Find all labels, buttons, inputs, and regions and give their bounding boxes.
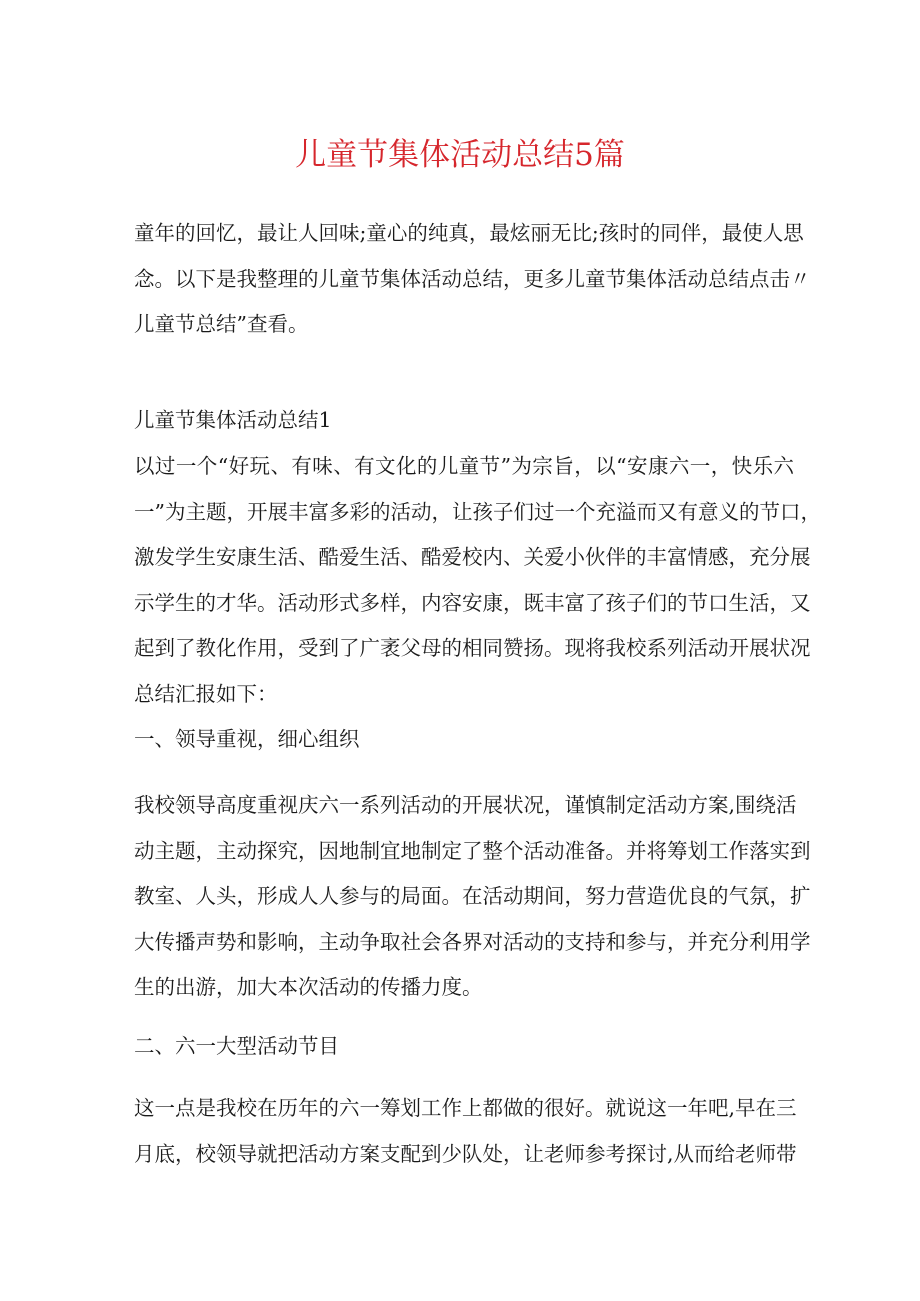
- paragraph-line: 教室、人头，形成人人参与的局面。在活动期间，努力营造优良的气氛，扩: [134, 884, 811, 908]
- section-title: 儿童节集体活动总结1: [134, 408, 332, 432]
- paragraph-line: 大传播声势和影响，主动争取社会各界对活动的支持和参与，并充分利用学: [134, 929, 811, 954]
- intro-line: 儿童节总结”查看。: [134, 312, 309, 336]
- paragraph-line: 这一点是我校在历年的六一筹划工作上都做的很好。就说这一年吧,早在三: [134, 1096, 797, 1120]
- paragraph-line: 总结汇报如下：: [134, 681, 278, 706]
- paragraph-line: 以过一个“好玩、有味、有文化的儿童节”为宗旨，以“安康六一，快乐六: [134, 454, 794, 478]
- paragraph-1: [134, 444, 821, 717]
- intro-line: 念。以下是我整理的儿童节集体活动总结，更多儿童节集体活动总结点击〃: [134, 266, 811, 291]
- paragraph-2: [134, 783, 811, 1011]
- intro-paragraph: [134, 211, 811, 348]
- paragraph-line: 月底，校领导就把活动方案支配到少队处，让老师参考探讨,从而给老师带: [134, 1141, 797, 1166]
- paragraph-line: 动主题，主动探究，因地制宜地制定了整个活动准备。并将筹划工作落实到: [134, 838, 811, 863]
- paragraph-line: 示学生的才华。活动形式多样，内容安康，既丰富了孩子们的节口生活，又: [134, 590, 811, 615]
- subheading-2: 二、六一大型活动节目: [134, 1034, 339, 1058]
- paragraph-line: 生的出游，加大本次活动的传播力度。: [134, 975, 483, 999]
- paragraph-line: 我校领导高度重视庆六一系列活动的开展状况，谨慎制定活动方案,围绕活: [134, 793, 797, 817]
- paragraph-3: [134, 1086, 797, 1177]
- paragraph-line: 激发学生安康生活、酷爱生活、酷爱校内、关爱小伙伴的丰富情感，充分展: [134, 545, 811, 569]
- document-title: 儿童节集体活动总结5篇: [295, 137, 625, 173]
- subheading-1: 一、领导重视，细心组织: [134, 727, 360, 751]
- paragraph-line: 一”为主题，开展丰富多彩的活动，让孩子们过一个充溢而又有意义的节口，: [134, 499, 821, 524]
- paragraph-line: 起到了教化作用，受到了广袤父母的相同赞扬。现将我校系列活动开展状况: [134, 636, 811, 660]
- intro-line: 童年的回忆，最让人回味;童心的纯真，最炫丽无比;孩时的同伴，最使人思: [134, 221, 804, 245]
